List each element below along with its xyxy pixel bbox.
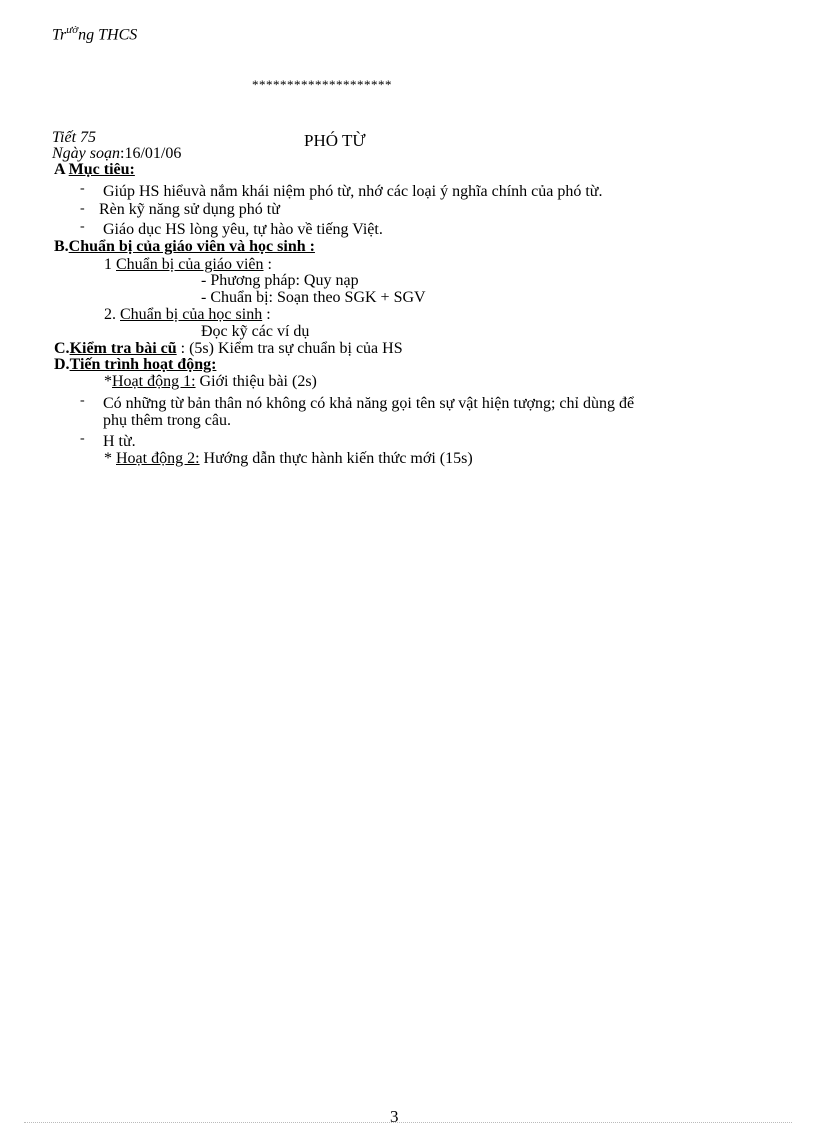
page-number: 3 bbox=[390, 1107, 399, 1126]
bullet-marker: - bbox=[80, 219, 85, 234]
section-c-heading: C.Kiểm tra bài cũ : (5s) Kiểm tra sự chuẩn bị của HS bbox=[54, 340, 403, 357]
section-b-heading: B.Chuẩn bị của giáo viên và học sinh : bbox=[54, 238, 315, 255]
teacher-prep-line: - Phương pháp: Quy nạp bbox=[201, 272, 359, 289]
lesson-title: PHÓ TỪ bbox=[304, 131, 366, 150]
objective-item: Giáo dục HS lòng yêu, tự hào về tiếng Việt. bbox=[103, 221, 383, 238]
school-suffix: ng THCS bbox=[78, 26, 138, 44]
activity-note: Có những từ bản thân nó không có khả năng gọi tên sự vật hiện tượng; chỉ dùng để bbox=[103, 395, 635, 412]
bullet-marker: - bbox=[80, 431, 85, 446]
school-name bbox=[52, 25, 137, 43]
lesson-period: Tiết 75 bbox=[52, 129, 97, 146]
bullet-marker: - bbox=[80, 201, 85, 216]
section-d-heading: D.Tiến trình hoạt động: bbox=[54, 356, 217, 373]
objective-item: Giúp HS hiểuvà nắm khái niệm phó từ, nhớ các loại ý nghĩa chính của phó từ. bbox=[103, 183, 603, 200]
bullet-marker: - bbox=[80, 393, 85, 408]
activity-note: H từ. bbox=[103, 433, 136, 450]
section-a-heading: A Mục tiêu: bbox=[54, 161, 135, 178]
student-prep-heading: 2. Chuẩn bị của học sinh : bbox=[104, 306, 271, 323]
school-prefix: Tr bbox=[52, 26, 67, 44]
activity-note: phụ thêm trong câu. bbox=[103, 412, 231, 429]
school-sup: ườ bbox=[66, 24, 79, 36]
date-value: :16/01/06 bbox=[120, 145, 182, 162]
objective-item: Rèn kỹ năng sử dụng phó từ bbox=[99, 201, 280, 218]
activity-1: *Hoạt động 1: Giới thiệu bài (2s) bbox=[104, 373, 317, 390]
teacher-prep-heading: 1 Chuẩn bị của giáo viên : bbox=[104, 256, 272, 273]
date-label: Ngày soạn bbox=[52, 145, 120, 162]
activity-2: * Hoạt động 2: Hướng dẫn thực hành kiến thức mới (15s) bbox=[104, 450, 473, 467]
teacher-prep-line: - Chuẩn bị: Soạn theo SGK + SGV bbox=[201, 289, 426, 306]
student-prep-line: Đọc kỹ các ví dụ bbox=[201, 323, 310, 340]
lesson-date bbox=[52, 146, 181, 162]
star-divider: ******************** bbox=[252, 77, 392, 92]
bullet-marker: - bbox=[80, 181, 85, 196]
